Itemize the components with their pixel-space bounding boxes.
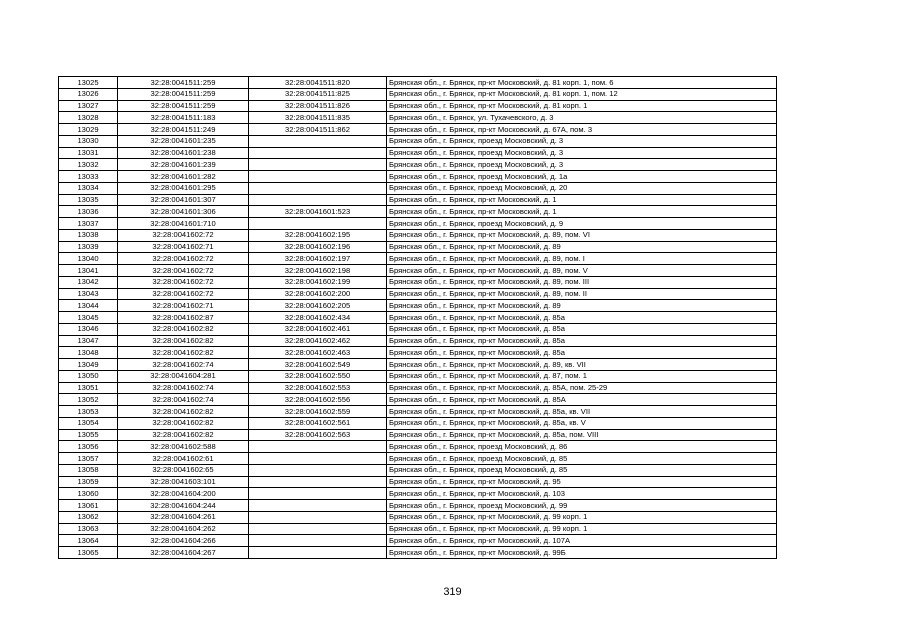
- land-cadastral-number-cell: 32:28:0041601:710: [118, 218, 249, 230]
- row-number-cell: 13065: [59, 547, 118, 559]
- row-number-cell: 13043: [59, 288, 118, 300]
- row-number-cell: 13037: [59, 218, 118, 230]
- object-cadastral-number-cell: 32:28:0041602:197: [249, 253, 387, 265]
- row-number-cell: 13057: [59, 453, 118, 465]
- address-cell: Брянская обл., г. Брянск, пр-кт Московский, д. 89, пом. VI: [387, 229, 777, 241]
- object-cadastral-number-cell: 32:28:0041602:195: [249, 229, 387, 241]
- address-cell: Брянская обл., г. Брянск, пр-кт Московский, д. 81 корп. 1, пом. 6: [387, 77, 777, 89]
- object-cadastral-number-cell: [249, 441, 387, 453]
- row-number-cell: 13025: [59, 77, 118, 89]
- object-cadastral-number-cell: [249, 182, 387, 194]
- table-row: [59, 347, 777, 359]
- table-row: [59, 511, 777, 523]
- table-row: [59, 218, 777, 230]
- row-number-cell: 13053: [59, 406, 118, 418]
- address-cell: Брянская обл., г. Брянск, пр-кт Московский, д. 85а: [387, 312, 777, 324]
- table-row: [59, 77, 777, 89]
- table-row: [59, 359, 777, 371]
- land-cadastral-number-cell: 32:28:0041604:200: [118, 488, 249, 500]
- object-cadastral-number-cell: [249, 159, 387, 171]
- object-cadastral-number-cell: [249, 147, 387, 159]
- object-cadastral-number-cell: [249, 547, 387, 559]
- object-cadastral-number-cell: [249, 218, 387, 230]
- table-row: [59, 124, 777, 136]
- table-row: [59, 453, 777, 465]
- table-row: [59, 406, 777, 418]
- land-cadastral-number-cell: 32:28:0041601:282: [118, 171, 249, 183]
- row-number-cell: 13055: [59, 429, 118, 441]
- address-cell: Брянская обл., г. Брянск, пр-кт Московский, д. 81 корп. 1: [387, 100, 777, 112]
- address-cell: Брянская обл., г. Брянск, пр-кт Московский, д. 99 корп. 1: [387, 523, 777, 535]
- row-number-cell: 13027: [59, 100, 118, 112]
- table-row: [59, 253, 777, 265]
- row-number-cell: 13058: [59, 464, 118, 476]
- address-cell: Брянская обл., г. Брянск, проезд Московский, д. 3: [387, 135, 777, 147]
- row-number-cell: 13036: [59, 206, 118, 218]
- table-row: [59, 206, 777, 218]
- page-number: 319: [443, 586, 462, 598]
- object-cadastral-number-cell: 32:28:0041602:561: [249, 417, 387, 429]
- row-number-cell: 13041: [59, 265, 118, 277]
- address-cell: Брянская обл., г. Брянск, пр-кт Московский, д. 89, кв. VII: [387, 359, 777, 371]
- table-row: [59, 265, 777, 277]
- table-row: [59, 523, 777, 535]
- land-cadastral-number-cell: 32:28:0041602:82: [118, 406, 249, 418]
- address-cell: Брянская обл., г. Брянск, проезд Московский, д. 86: [387, 441, 777, 453]
- address-cell: Брянская обл., г. Брянск, пр-кт Московский, д. 85а: [387, 347, 777, 359]
- table-row: [59, 88, 777, 100]
- table-row: [59, 112, 777, 124]
- row-number-cell: 13054: [59, 417, 118, 429]
- object-cadastral-number-cell: [249, 476, 387, 488]
- land-cadastral-number-cell: 32:28:0041602:82: [118, 323, 249, 335]
- land-cadastral-number-cell: 32:28:0041511:183: [118, 112, 249, 124]
- land-cadastral-number-cell: 32:28:0041602:87: [118, 312, 249, 324]
- address-cell: Брянская обл., г. Брянск, пр-кт Московский, д. 99Б: [387, 547, 777, 559]
- row-number-cell: 13061: [59, 500, 118, 512]
- table-row: [59, 229, 777, 241]
- table-row: [59, 300, 777, 312]
- row-number-cell: 13051: [59, 382, 118, 394]
- address-cell: Брянская обл., г. Брянск, пр-кт Московский, д. 85А, пом. 25-29: [387, 382, 777, 394]
- land-cadastral-number-cell: 32:28:0041602:82: [118, 417, 249, 429]
- object-cadastral-number-cell: 32:28:0041511:826: [249, 100, 387, 112]
- land-cadastral-number-cell: 32:28:0041601:238: [118, 147, 249, 159]
- row-number-cell: 13062: [59, 511, 118, 523]
- table-row: [59, 288, 777, 300]
- land-cadastral-number-cell: 32:28:0041602:82: [118, 335, 249, 347]
- address-cell: Брянская обл., г. Брянск, пр-кт Московский, д. 85А: [387, 394, 777, 406]
- object-cadastral-number-cell: 32:28:0041511:820: [249, 77, 387, 89]
- row-number-cell: 13028: [59, 112, 118, 124]
- table-row: [59, 464, 777, 476]
- table-row: [59, 241, 777, 253]
- address-cell: Брянская обл., г. Брянск, пр-кт Московский, д. 85а: [387, 323, 777, 335]
- land-cadastral-number-cell: 32:28:0041604:281: [118, 370, 249, 382]
- row-number-cell: 13059: [59, 476, 118, 488]
- address-cell: Брянская обл., г. Брянск, проезд Московский, д. 85: [387, 464, 777, 476]
- address-cell: Брянская обл., г. Брянск, пр-кт Московский, д. 1: [387, 194, 777, 206]
- object-cadastral-number-cell: 32:28:0041602:198: [249, 265, 387, 277]
- land-cadastral-number-cell: 32:28:0041602:74: [118, 382, 249, 394]
- object-cadastral-number-cell: [249, 488, 387, 500]
- address-cell: Брянская обл., г. Брянск, пр-кт Московский, д. 85а, пом. VIII: [387, 429, 777, 441]
- table-row: [59, 370, 777, 382]
- address-cell: Брянская обл., г. Брянск, проезд Московский, д. 3: [387, 147, 777, 159]
- row-number-cell: 13046: [59, 323, 118, 335]
- table-row: [59, 488, 777, 500]
- address-cell: Брянская обл., г. Брянск, пр-кт Московский, д. 85а, кв. VII: [387, 406, 777, 418]
- land-cadastral-number-cell: 32:28:0041602:72: [118, 229, 249, 241]
- address-cell: Брянская обл., г. Брянск, проезд Московский, д. 20: [387, 182, 777, 194]
- table-row: [59, 100, 777, 112]
- address-cell: Брянская обл., г. Брянск, пр-кт Московский, д. 89, пом. I: [387, 253, 777, 265]
- table-row: [59, 441, 777, 453]
- address-cell: Брянская обл., г. Брянск, проезд Московский, д. 9: [387, 218, 777, 230]
- land-cadastral-number-cell: 32:28:0041602:74: [118, 394, 249, 406]
- land-cadastral-number-cell: 32:28:0041604:262: [118, 523, 249, 535]
- object-cadastral-number-cell: [249, 500, 387, 512]
- table-row: [59, 194, 777, 206]
- address-cell: Брянская обл., г. Брянск, пр-кт Московский, д. 95: [387, 476, 777, 488]
- address-cell: Брянская обл., г. Брянск, пр-кт Московский, д. 103: [387, 488, 777, 500]
- address-cell: Брянская обл., г. Брянск, пр-кт Московский, д. 99 корп. 1: [387, 511, 777, 523]
- land-cadastral-number-cell: 32:28:0041604:266: [118, 535, 249, 547]
- address-cell: Брянская обл., г. Брянск, пр-кт Московский, д. 89, пом. II: [387, 288, 777, 300]
- land-cadastral-number-cell: 32:28:0041602:82: [118, 347, 249, 359]
- table-row: [59, 335, 777, 347]
- cadastral-table: [58, 76, 777, 559]
- table-row: [59, 547, 777, 559]
- table-row: [59, 312, 777, 324]
- table-row: [59, 135, 777, 147]
- land-cadastral-number-cell: 32:28:0041601:239: [118, 159, 249, 171]
- object-cadastral-number-cell: [249, 453, 387, 465]
- object-cadastral-number-cell: 32:28:0041602:200: [249, 288, 387, 300]
- table-row: [59, 276, 777, 288]
- row-number-cell: 13034: [59, 182, 118, 194]
- land-cadastral-number-cell: 32:28:0041604:261: [118, 511, 249, 523]
- land-cadastral-number-cell: 32:28:0041511:259: [118, 77, 249, 89]
- land-cadastral-number-cell: 32:28:0041602:72: [118, 276, 249, 288]
- land-cadastral-number-cell: 32:28:0041602:72: [118, 253, 249, 265]
- object-cadastral-number-cell: 32:28:0041602:196: [249, 241, 387, 253]
- object-cadastral-number-cell: 32:28:0041602:463: [249, 347, 387, 359]
- row-number-cell: 13056: [59, 441, 118, 453]
- object-cadastral-number-cell: 32:28:0041511:862: [249, 124, 387, 136]
- object-cadastral-number-cell: [249, 523, 387, 535]
- object-cadastral-number-cell: [249, 194, 387, 206]
- table-row: [59, 182, 777, 194]
- row-number-cell: 13042: [59, 276, 118, 288]
- object-cadastral-number-cell: 32:28:0041602:550: [249, 370, 387, 382]
- object-cadastral-number-cell: [249, 135, 387, 147]
- table-row: [59, 171, 777, 183]
- land-cadastral-number-cell: 32:28:0041602:74: [118, 359, 249, 371]
- address-cell: Брянская обл., г. Брянск, проезд Московский, д. 99: [387, 500, 777, 512]
- address-cell: Брянская обл., г. Брянск, пр-кт Московский, д. 85а, кв. V: [387, 417, 777, 429]
- row-number-cell: 13060: [59, 488, 118, 500]
- table-row: [59, 476, 777, 488]
- object-cadastral-number-cell: 32:28:0041511:825: [249, 88, 387, 100]
- address-cell: Брянская обл., г. Брянск, пр-кт Московский, д. 89, пом. V: [387, 265, 777, 277]
- object-cadastral-number-cell: 32:28:0041602:549: [249, 359, 387, 371]
- table-row: [59, 159, 777, 171]
- land-cadastral-number-cell: 32:28:0041511:249: [118, 124, 249, 136]
- object-cadastral-number-cell: 32:28:0041602:553: [249, 382, 387, 394]
- table-row: [59, 535, 777, 547]
- table-row: [59, 500, 777, 512]
- land-cadastral-number-cell: 32:28:0041604:267: [118, 547, 249, 559]
- land-cadastral-number-cell: 32:28:0041602:61: [118, 453, 249, 465]
- row-number-cell: 13064: [59, 535, 118, 547]
- table-row: [59, 417, 777, 429]
- row-number-cell: 13050: [59, 370, 118, 382]
- object-cadastral-number-cell: 32:28:0041602:434: [249, 312, 387, 324]
- address-cell: Брянская обл., г. Брянск, пр-кт Московский, д. 81 корп. 1, пом. 12: [387, 88, 777, 100]
- address-cell: Брянская обл., г. Брянск, проезд Московский, д. 85: [387, 453, 777, 465]
- land-cadastral-number-cell: 32:28:0041602:71: [118, 241, 249, 253]
- object-cadastral-number-cell: [249, 511, 387, 523]
- land-cadastral-number-cell: 32:28:0041602:588: [118, 441, 249, 453]
- object-cadastral-number-cell: [249, 171, 387, 183]
- address-cell: Брянская обл., г. Брянск, проезд Московский, д. 3: [387, 159, 777, 171]
- row-number-cell: 13045: [59, 312, 118, 324]
- row-number-cell: 13063: [59, 523, 118, 535]
- land-cadastral-number-cell: 32:28:0041602:82: [118, 429, 249, 441]
- object-cadastral-number-cell: [249, 535, 387, 547]
- address-cell: Брянская обл., г. Брянск, проезд Московский, д. 1а: [387, 171, 777, 183]
- address-cell: Брянская обл., г. Брянск, пр-кт Московский, д. 67А, пом. 3: [387, 124, 777, 136]
- address-cell: Брянская обл., г. Брянск, пр-кт Московский, д. 107А: [387, 535, 777, 547]
- land-cadastral-number-cell: 32:28:0041603:101: [118, 476, 249, 488]
- land-cadastral-number-cell: 32:28:0041511:259: [118, 88, 249, 100]
- row-number-cell: 13052: [59, 394, 118, 406]
- table-row: [59, 394, 777, 406]
- land-cadastral-number-cell: 32:28:0041511:259: [118, 100, 249, 112]
- land-cadastral-number-cell: 32:28:0041601:235: [118, 135, 249, 147]
- address-cell: Брянская обл., г. Брянск, ул. Тухачевского, д. 3: [387, 112, 777, 124]
- land-cadastral-number-cell: 32:28:0041604:244: [118, 500, 249, 512]
- land-cadastral-number-cell: 32:28:0041602:72: [118, 288, 249, 300]
- row-number-cell: 13048: [59, 347, 118, 359]
- row-number-cell: 13040: [59, 253, 118, 265]
- land-cadastral-number-cell: 32:28:0041602:71: [118, 300, 249, 312]
- land-cadastral-number-cell: 32:28:0041602:72: [118, 265, 249, 277]
- address-cell: Брянская обл., г. Брянск, пр-кт Московский, д. 89, пом. III: [387, 276, 777, 288]
- land-cadastral-number-cell: 32:28:0041601:295: [118, 182, 249, 194]
- land-cadastral-number-cell: 32:28:0041601:306: [118, 206, 249, 218]
- row-number-cell: 13038: [59, 229, 118, 241]
- object-cadastral-number-cell: 32:28:0041602:199: [249, 276, 387, 288]
- object-cadastral-number-cell: 32:28:0041601:523: [249, 206, 387, 218]
- object-cadastral-number-cell: 32:28:0041602:563: [249, 429, 387, 441]
- row-number-cell: 13032: [59, 159, 118, 171]
- row-number-cell: 13044: [59, 300, 118, 312]
- table-row: [59, 147, 777, 159]
- object-cadastral-number-cell: 32:28:0041602:556: [249, 394, 387, 406]
- object-cadastral-number-cell: [249, 464, 387, 476]
- row-number-cell: 13035: [59, 194, 118, 206]
- address-cell: Брянская обл., г. Брянск, пр-кт Московский, д. 85а: [387, 335, 777, 347]
- object-cadastral-number-cell: 32:28:0041602:462: [249, 335, 387, 347]
- row-number-cell: 13033: [59, 171, 118, 183]
- address-cell: Брянская обл., г. Брянск, пр-кт Московский, д. 1: [387, 206, 777, 218]
- land-cadastral-number-cell: 32:28:0041602:65: [118, 464, 249, 476]
- row-number-cell: 13031: [59, 147, 118, 159]
- land-cadastral-number-cell: 32:28:0041601:307: [118, 194, 249, 206]
- address-cell: Брянская обл., г. Брянск, пр-кт Московский, д. 89: [387, 241, 777, 253]
- table-row: [59, 323, 777, 335]
- row-number-cell: 13030: [59, 135, 118, 147]
- row-number-cell: 13029: [59, 124, 118, 136]
- table-row: [59, 382, 777, 394]
- row-number-cell: 13026: [59, 88, 118, 100]
- row-number-cell: 13039: [59, 241, 118, 253]
- object-cadastral-number-cell: 32:28:0041602:559: [249, 406, 387, 418]
- address-cell: Брянская обл., г. Брянск, пр-кт Московский, д. 87, пом. 1: [387, 370, 777, 382]
- row-number-cell: 13047: [59, 335, 118, 347]
- table-body: [59, 77, 777, 559]
- table-row: [59, 429, 777, 441]
- address-cell: Брянская обл., г. Брянск, пр-кт Московский, д. 89: [387, 300, 777, 312]
- object-cadastral-number-cell: 32:28:0041602:461: [249, 323, 387, 335]
- row-number-cell: 13049: [59, 359, 118, 371]
- object-cadastral-number-cell: 32:28:0041602:205: [249, 300, 387, 312]
- object-cadastral-number-cell: 32:28:0041511:835: [249, 112, 387, 124]
